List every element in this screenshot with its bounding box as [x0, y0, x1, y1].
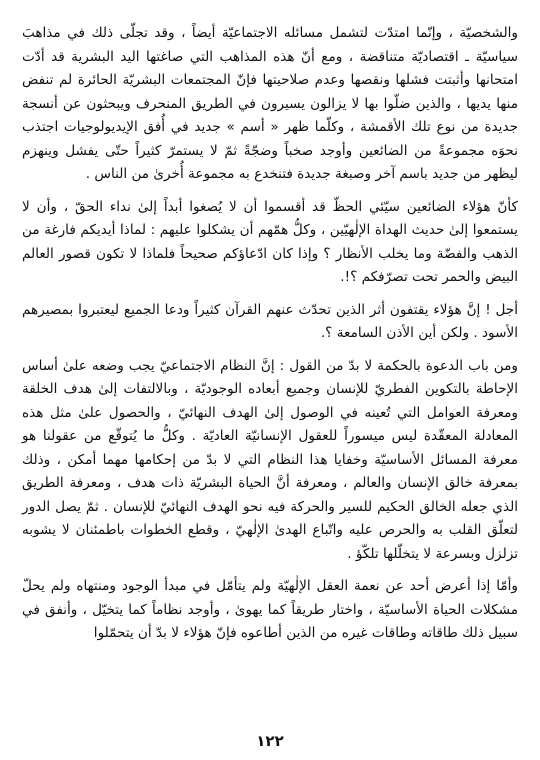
- paragraph-1: والشخصيّة ، وإنّما امتدّت لتشمل مسائله الاجتماعيّة أيضاً ، وقد تجلّى ذلك في مذاهبَ سياسيّة ـ اقتصاديّة متناقضة ، ومع أنّ هذه المذاهب التي صاغتها اليد البشرية قد أدّت امتحانها وأثبتت فشلها ونقصها وعدم صلاحيتها فإنّ المجتمعات البشريّة الحائرة لم تنفض منها يديها ، والذين ضلّوا بها لا يزالون يسيرون في الطريق المنحرف ويبحثون عن أنسجة جديدة من نوع تلك الأقمشة ، وكلّما ظهر « أسم » جديد في أُفق الإيديولوجيات اجتذب نحوَه مجموعةً من الضائعين وأوجد صخباً وضجّةً ثمّ لا يستمرّ كثيراً حتّى يفشل وينهزم ليظهر من جديد باسم آخر وصبغة جديدة فتنخدع به مجموعة أُخرىٰ من الناس .: [22, 25, 518, 182]
- page-number: ١٢٢: [256, 732, 284, 750]
- paragraph-3: أجل ! إنَّ هؤلاء يقتفون أثر الذين تحدّث عنهم القرآن كثيراً ودعا الجميع ليعتبروا بمصيرهم الأسود . ولكن أين الأذن السامعة ؟.: [22, 301, 518, 341]
- paragraph-5: وأمّا إذا أعرض أحد عن نعمة العقل الإلٰهيّة ولم يتأمّل في مبدأ الوجود ومنتهاه ولم يحلّ مشكلات الحياة الأساسيّة ، واختار طريقاً كما يهوىٰ ، وأوجد نظاماً كما يتخيّل ، وأنفق في سبيل ذلك طاقاته وطاقات غيره من الذين أطاعوه فإنّ هؤلاء لا بدّ أن يتحمّلوا: [22, 578, 518, 641]
- paragraph-4: ومن باب الدعوة بالحكمة لا بدّ من القول : إنَّ النظام الاجتماعيّ يجب وضعه علىٰ أساس الإحاطة بالتكوين الفطريّ للإنسان وجميع أبعاده الوجوديّة ، وبالالتفات إلىٰ هدف الخلقة ومعرفة العوامل التي تُعينه في الوصول إلىٰ الهدف النهائيّ ، والحصول علىٰ مثل هذه المعادلة المعقّدة ليس ميسوراً للعقول الإنسانيّة العاديّة . وكلُّ ما يُتوقّع من عقولنا هو معرفة المسائل الأساسيّة وخفايا هذا النظام التي لا بدّ من إحكامها مهما أمكن ، وذلك بمعرفة خالق الإنسان والعالم ، ومعرفة أنَّ الحياة البشريّة ذات هدف ، ومعرفة الطريق الذي جعله الخالق الحكيم للسير والحركة فيه نحو الهدف النهائيّ للإنسان . ثمّ يصل الدور لتعلّق القلب به والحرص عليه واتّباع الهدىٰ الإلٰهيّ ، وقطع الخطوات باطمئنان لا يشوبه تزلزل وبسرعة لا يتخلّلها تلكّؤ .: [22, 357, 518, 562]
- paragraph-2: كأنّ هؤلاء الضائعين سيّئي الحظّ قد أقسموا أن لا يُصغوا أبداً إلىٰ نداء الحقّ ، وأن لا يستمعوا إلىٰ حديث الهداة الإلٰهيّين ، وكلُّ همّهم أن يشكلوا عليهم : لماذا أيديكم فارغة من الذهب والفضّة وما يخلب الأنظار ؟ وإذا كان ادّعاؤكم صحيحاً فلماذا لا تكون قصور العالم البيض والحمر تحت تصرّفكم ؟!.: [22, 198, 518, 285]
